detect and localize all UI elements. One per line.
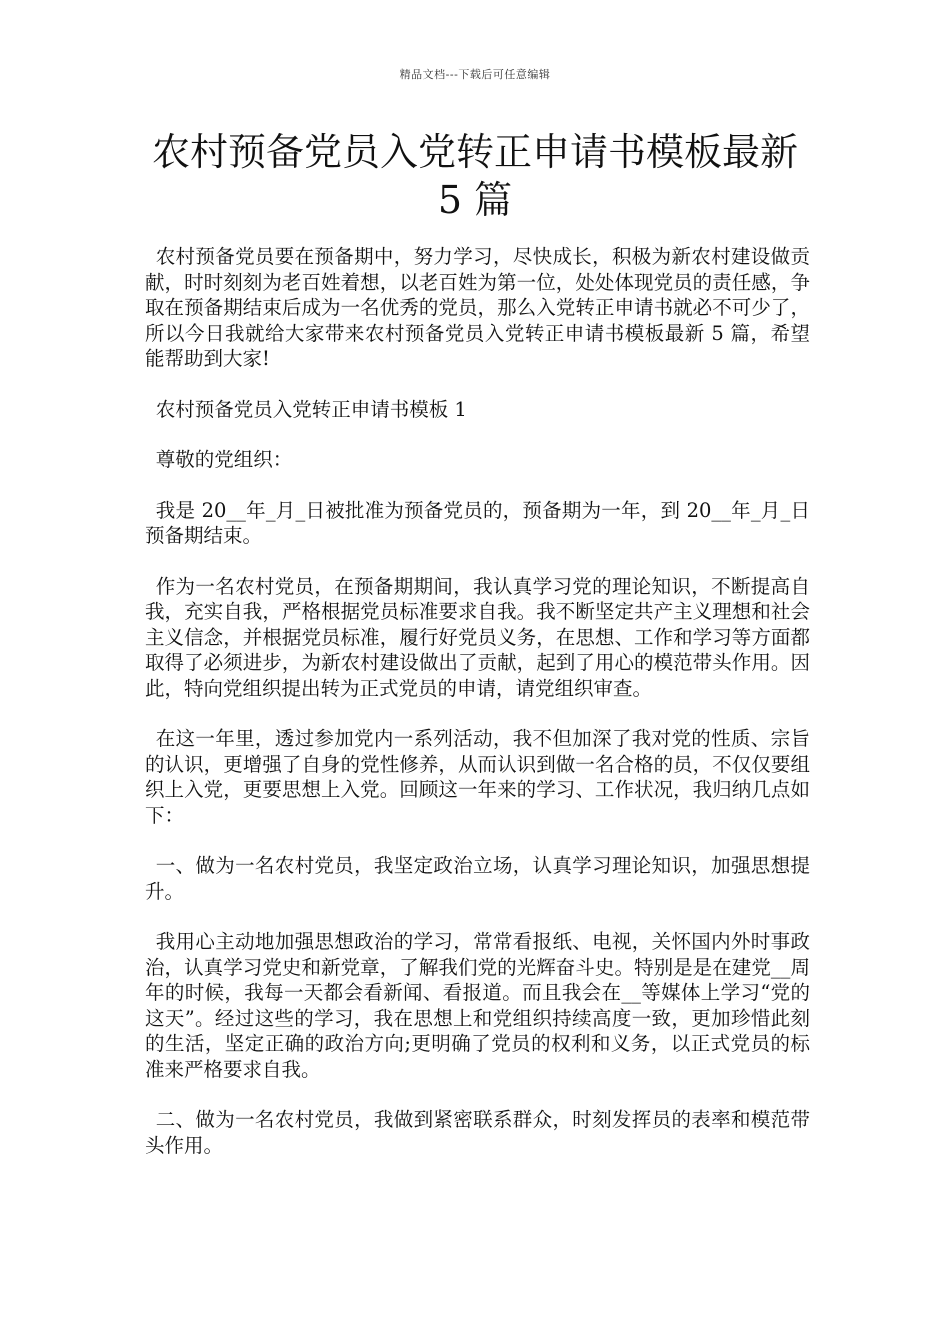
point-heading: 一、做为一名农村党员，我坚定政治立场，认真学习理论知识，加强思想提升。 xyxy=(145,854,810,903)
salutation: 尊敬的党组织： xyxy=(155,448,293,471)
intro-paragraph: 农村预备党员要在预备期中，努力学习，尽快成长，积极为新农村建设做贡献，时时刻刻为老百姓着想，以老百姓为第一位，处处体现党员的责任感，争取在预备期结束后成为一名优秀的党员，那么入党转正申请书就必不可少了，所以今日我就给大家带来农村预备党员入党转正申请书模板最新 5 篇，希望能帮助到大家! xyxy=(145,245,810,370)
section-heading: 农村预备党员入党转正申请书模板 1 xyxy=(155,397,467,421)
point-heading: 二、做为一名农村党员，我做到紧密联系群众，时刻发挥员的表率和模范带头作用。 xyxy=(145,1108,810,1157)
body-paragraph: 作为一名农村党员，在预备期期间，我认真学习党的理论知识，不断提高自我，充实自我，严格根据党员标准要求自我。我不断坚定共产主义理想和社会主义信念，并根据党员标准，履行好党员义务，在思想、工作和学习等方面都取得了必须进步，为新农村建设做出了贡献，起到了用心的模范带头作用。因此，特向党组织提出转为正式党员的申请，请党组织审查。 xyxy=(145,574,810,700)
document-body xyxy=(145,244,810,1183)
body-paragraph: 我用心主动地加强思想政治的学习，常常看报纸、电视，关怀国内外时事政治，认真学习党史和新党章，了解我们党的光辉奋斗史。特别是是在建党__周年的时候，我每一天都会看新闻、看报道。而且我会在__等媒体上学习“党的这天”。经过这些的学习，我在思想上和党组织持续高度一致，更加珍惜此刻的生活，坚定正确的政治方向;更明确了党员的权利和义务，以正式党员的标准来严格要求自我。 xyxy=(145,930,810,1081)
body-paragraph: 我是 20__年_月_日被批准为预备党员的，预备期为一年，到 20__年_月_日预备期结束。 xyxy=(145,498,810,547)
body-paragraph: 在这一年里，透过参加党内一系列活动，我不但加深了我对党的性质、宗旨的认识，更增强了自身的党性修养，从而认识到做一名合格的员，不仅仅要组织上入党，更要思想上入党。回顾这一年来的学习、工作状况，我归纳几点如下： xyxy=(145,727,810,827)
header-note: 精品文档---下载后可任意编辑 xyxy=(399,68,551,81)
document-title: 农村预备党员入党转正申请书模板最新 5 篇 xyxy=(151,130,798,222)
